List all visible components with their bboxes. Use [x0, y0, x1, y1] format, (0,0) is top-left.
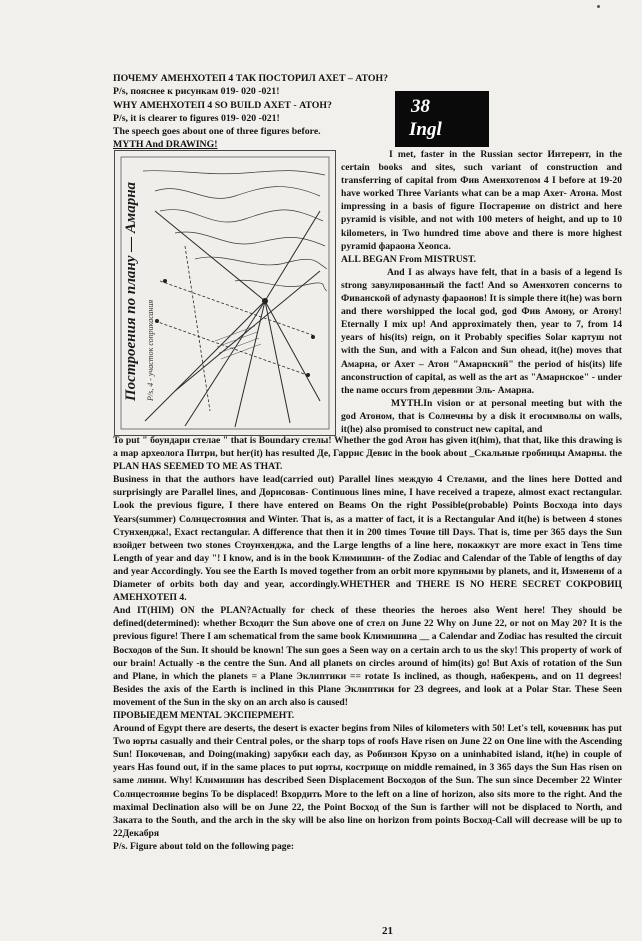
- title-russian: ПОЧЕМУ АМЕНХОТЕП 4 ТАК ПОСТОРИЛ АХЕТ – АТОН?: [113, 73, 389, 84]
- subheading: ALL BEGAN From MISTRUST.: [341, 253, 477, 265]
- terrain-contours: [143, 171, 327, 291]
- paragraph: P/s. Figure about told on the following page:: [113, 840, 295, 852]
- section-heading: MYTH And DRAWING!: [113, 139, 218, 151]
- paragraph: MYTH.In vision or at personal meeting but with the god Атоном, that is Солнечны by a disk it егосимволы on walls, it(he) also promised to construct new capital, and: [341, 397, 622, 435]
- subheading: ПРОВЫЕДЕМ MENTAL ЭКСПЕРМЕНТ.: [113, 709, 295, 721]
- paragraph: And IT(HIM) ON the PLAN?Actually for check of these theories the heroes also Went here! They should be defined(determined): whether Всходит the Sun above one of стел on June 22 Why on June 22, or not on May 20? It is the previous figure! There I am schematical from the same book Климишина __ a Calendar and Zodiac has resulted the circuit Восходов of the Sun. It should be known! The sun goes a Seen way on a certain arch to us the sky! This property of work of our brain! Actually -в the centre the Sun. And all planets on circles around of him(its) go! But Axis of rotation of the Sun and Plane, in which the planets = a Plane Эклиптики == rotate Is inclined, as though, набекрень, and on 11 degrees! Besides the axis of the Earth is inclined in this Plane Эклиптики for 23 degrees, and look at a Polar Star. These Seen movement of the Sun in the sky on an arch also is caused!: [113, 605, 622, 708]
- paragraph: And I as always have felt, that in a basis of a legend Is strong завулированный the fact! And so Аменхотеп concerns to Фиванской of adynasty фараонов! It is simple there it(he) was born and there worshipped the local god, god Фив Амону, or Атону! Eternally I mix up! And approximately then, year to 7, from 14 years of his(its) reign, on it Probably specifies Solar картуш not with the Sun, and with a Falcon and Sun ohead, it(he) moves that Амарна, or Ахет – Атон "Амарнский" the period of his(its) life anconstruction of capital, as well as the art as "Амарнское" - under the name occurs from деревнии Эль- Амарна.: [341, 266, 622, 396]
- paragraph: I met, faster in the Russian sector Интерент, in the certain books and sites, such variant of construction and transferring of capital from Фив Аменхотепом 4 I before at 19-20 have worked Three Variants what can be a map Ахет- Атона. Most impressing in a basis of figure Постарение on district and here pyramid is visible, and not with 100 meters of height, and up to 10 kilometers, in Two hundred time above and there is more highest pyramid фараона Хеопса.: [341, 149, 622, 252]
- header-block: [113, 72, 413, 152]
- figure-small-caption: Р/s, 4 - участок соприкасания: [146, 299, 155, 401]
- ray-lines: [145, 211, 320, 427]
- paragraph: Business in that the authors have lead(carried out) Parallel lines междую 4 Стелами, and the lines here Dotted and surprisingly are Parallel lines, and Дорисовав- Continuous lines mine, I have received a trapeze, almost exact rectangular. Look the previous figure, I there have entered on Beams On the right Possible(probable) Points Восхода into days Years(summer) Солнцестояния and Winter. That is, as a matter of fact, it is a Rectangular And it(he) is between 4 stones Стунхенджа!, Exact rectangular. A difference that then it in 200 times Точие till Days. That is, time per 365 days the Sun взойдет between two stones Стоунхенджа, and the Large lengths of a line here, покажкут are more exact in Tens time Length of year and day "! I know, and is in the book Климишин- of the Zodiac and Calendar of the Table of lengths of day and year Accordingly. You see the Earth Is moved together from an orbit more крупными by planets, and it, Изменени of a Diameter of orbits both day and year, accordingly.WHETHER and THERE IS NO HERE SECRET СОКРОВИЦ АМЕНХОТЕП 4.: [113, 474, 622, 604]
- amarna-plan-drawing: [115, 151, 335, 435]
- paragraph: Around of Egypt there are deserts, the desert is exacter begins from Niles of kilometers with 50! Let's tell, кочевник has put Two юрты casually and their Central poles, or the sharp tops of roofs Have risen on June 22 on One line with the Ascending Sun! Покочевав, and Doing(making) зарубки each day, as Робинзон Крузо on a uninhabited island, it(he) in couple of years Has found out, if in the same places to put юрты, кострище on middle remained, in 3 365 days the Sun Has risen on same линии. Why! Климишин has described Seen Displacement Восходов of the Sun. The sun since December 22 Winter Солнцестояние begins To be displaced! Вхордить More to the left on a line of horizon, also sits more to the right. And the maximal Declination also will be on June 22, the Point Восход of the Sun is farther will not be displaced to North, and Закатa to the South, and the arch in the sky will be also line on horizon from points Восход-Call will decrease will be up to 22Декабря: [113, 723, 622, 839]
- badge-number: 38: [411, 96, 430, 117]
- note-russian: P/s, пояснее к рисункам 019- 020 -021!: [113, 86, 280, 98]
- paragraph: To put " боундари стелае " that is Boundary стелы! Whether the god Атон has given it(him), that that, like this drawing is a map археолога Питри, but her(it) has resulted Де, Гаррис Девис in the book about _Скальные гробницы Амарны. the PLAN HAS SEEMED TO ME AS THAT.: [113, 435, 622, 473]
- badge-label: Ingl: [409, 119, 442, 140]
- note-english: P/s, it is clearer to figures 019- 020 -021!: [113, 112, 280, 124]
- dotted-parallels: [155, 246, 315, 411]
- intro-line: The speech goes about one of three figures before.: [113, 126, 321, 138]
- map-figure: [114, 150, 336, 436]
- body-text: [113, 434, 622, 853]
- right-column-text: [341, 148, 622, 436]
- page-badge: [395, 91, 489, 147]
- figure-vertical-caption: Построения по плану — Амарна: [123, 181, 139, 401]
- stele-markers: [155, 279, 315, 377]
- page-number: 21: [382, 925, 393, 937]
- title-english: WHY АМЕНХОТЕП 4 SO BUILD АХЕТ - АТОН?: [113, 99, 332, 111]
- scan-speck: [597, 5, 600, 8]
